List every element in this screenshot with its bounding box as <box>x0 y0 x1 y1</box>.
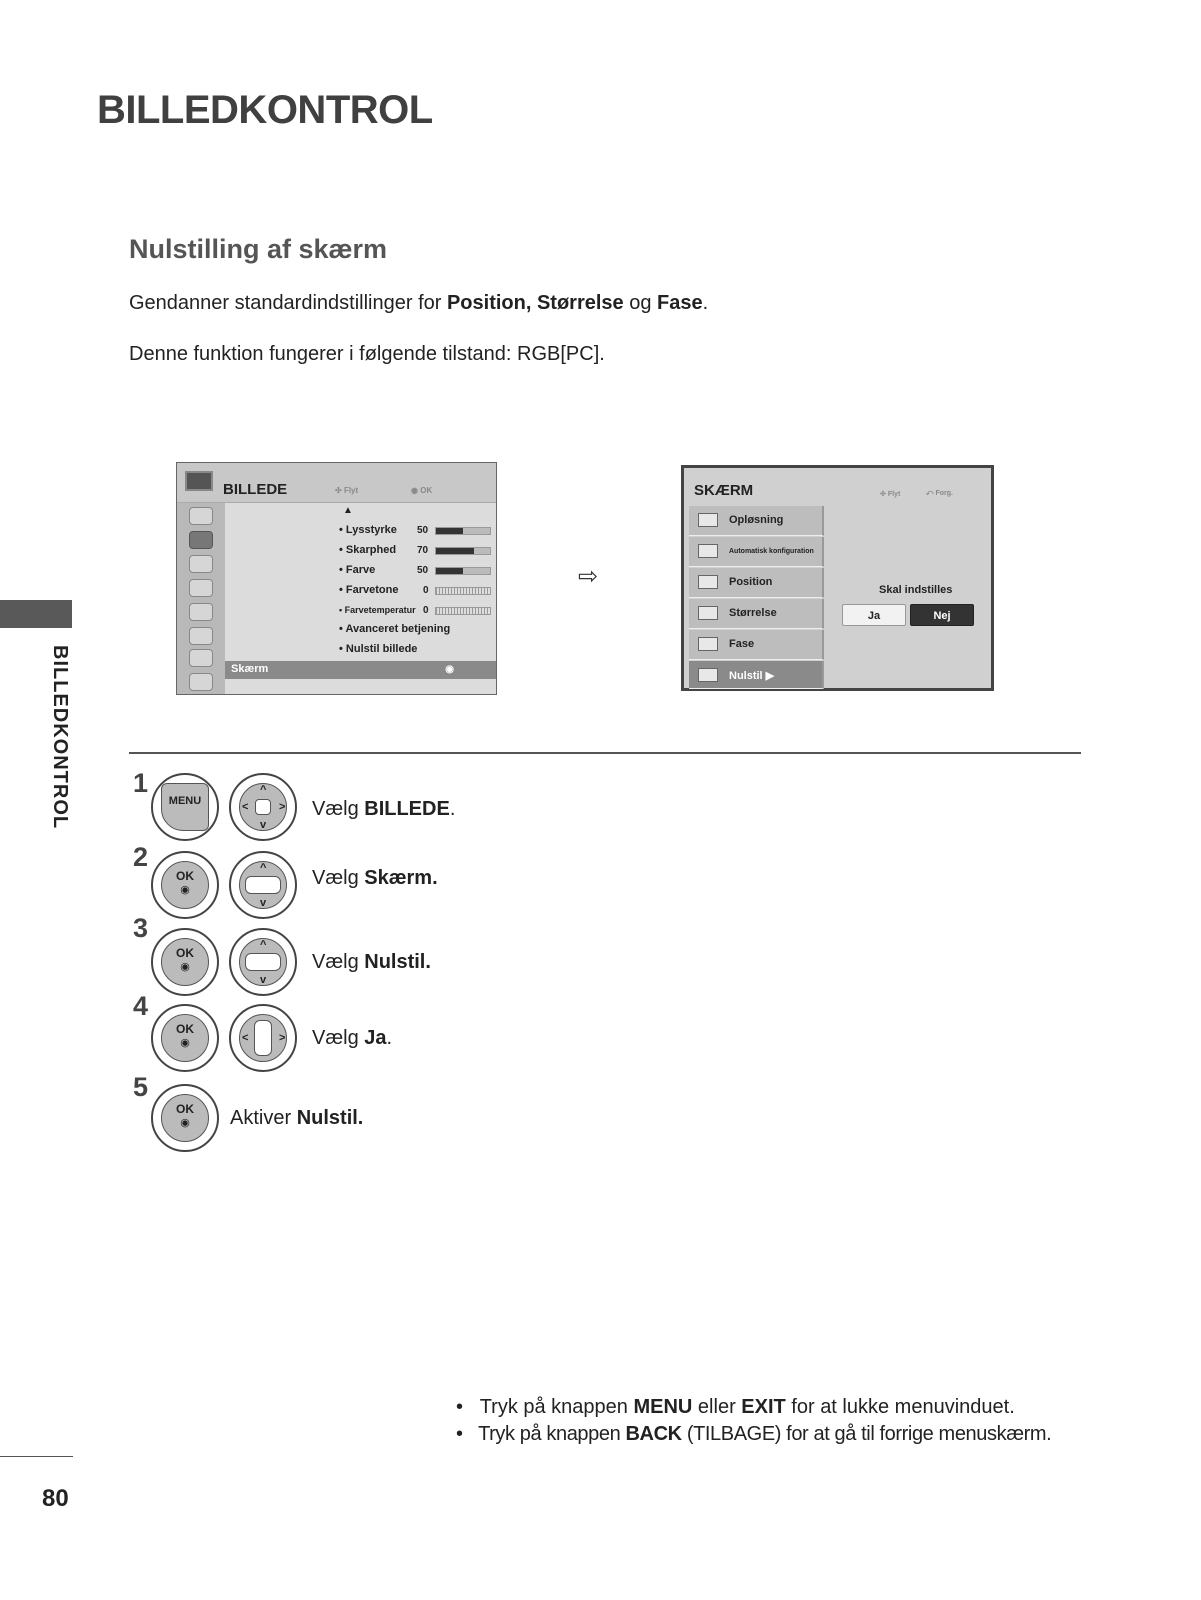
confirm-prompt: Skal indstilles <box>879 584 953 596</box>
level-fill <box>436 528 463 534</box>
step-bold: Ja <box>364 1027 387 1049</box>
menu-item-phase <box>689 630 824 660</box>
note-bold: EXIT <box>741 1396 786 1418</box>
step-number: 2 <box>133 842 149 872</box>
level-bar <box>435 527 491 535</box>
menu-item-label: Nulstil ▶ <box>729 670 775 682</box>
chevron-up-icon: ^ <box>260 939 267 951</box>
section-divider <box>129 752 1081 754</box>
step-bold: Skærm. <box>364 867 438 889</box>
step-4-text <box>312 1027 392 1050</box>
move-hint-label: Flyt <box>887 491 901 498</box>
level-fill <box>436 568 463 574</box>
position-icon <box>698 575 718 589</box>
note-text: eller <box>692 1396 742 1418</box>
menu-item-label: Position <box>729 576 773 588</box>
side-tab-marker <box>0 600 72 628</box>
phase-icon <box>698 637 718 651</box>
note-bold: BACK <box>625 1423 682 1445</box>
ok-key-label: OK <box>176 1022 194 1036</box>
step-text: Vælg <box>312 1027 365 1049</box>
chevron-up-icon: ^ <box>260 862 267 874</box>
menu-item: • Avanceret betjening <box>339 623 451 635</box>
menu-item-label: Opløsning <box>729 514 784 526</box>
step-number: 3 <box>133 913 149 943</box>
menu-button <box>151 773 219 841</box>
menu-item-position <box>689 568 824 598</box>
time-icon <box>189 579 213 597</box>
navigation-pad-up-down <box>229 928 297 996</box>
menu-category-icons <box>177 503 225 694</box>
level-fill <box>436 548 474 554</box>
page-number: 80 <box>42 1485 69 1512</box>
menu-item-auto-config <box>689 537 824 567</box>
chevron-down-icon: v <box>260 819 267 831</box>
step-number: 4 <box>133 991 149 1021</box>
ok-dot-icon: ◉ <box>180 961 190 973</box>
menu-item: • Nulstil billede <box>339 643 418 655</box>
step-text: Vælg <box>312 951 365 973</box>
menu-item: • Farvetemperatur <box>339 605 416 615</box>
input-icon <box>189 649 213 667</box>
step-5-text <box>230 1107 363 1130</box>
selected-menu-item <box>225 661 496 679</box>
step-text: Vælg <box>312 798 365 820</box>
menu-item-reset <box>689 661 824 689</box>
menu-item: • Farvetone <box>339 584 399 596</box>
note-close-menu <box>456 1396 1015 1419</box>
chevron-down-icon: v <box>260 897 267 909</box>
level-bar <box>435 547 491 555</box>
menu-item: • Lysstyrke <box>339 524 397 536</box>
auto-config-icon <box>698 544 718 558</box>
navigation-pad <box>229 773 297 841</box>
ok-dot-icon: ◉ <box>180 884 190 896</box>
ok-hint-label: OK <box>420 486 433 495</box>
arrow-right-icon: ⇨ <box>578 563 599 590</box>
step-number: 5 <box>133 1072 149 1102</box>
navigation-pad-up-down <box>229 851 297 919</box>
menu-item-label: Fase <box>729 638 755 650</box>
usb-icon <box>189 673 213 691</box>
ok-button <box>151 1084 219 1152</box>
note-back <box>456 1423 1051 1446</box>
menu-item-value: 0 <box>423 605 429 616</box>
step-bold: Nulstil. <box>364 951 431 973</box>
ok-button <box>151 1004 219 1072</box>
back-hint-label: Forg. <box>935 490 953 497</box>
ok-button <box>151 928 219 996</box>
ok-dot-icon: ◉ <box>180 1117 190 1129</box>
footer-rule <box>0 1456 73 1457</box>
step-bold: Nulstil. <box>296 1107 364 1129</box>
picture-icon <box>189 531 213 549</box>
nav-up-down-highlight <box>245 876 281 894</box>
chevron-right-icon: > <box>279 801 286 813</box>
menu-item: • Farve <box>339 564 376 576</box>
menu-item-value: 0 <box>423 585 429 596</box>
move-arrows-icon: ✣ <box>880 491 886 498</box>
nav-up-down-highlight <box>245 953 281 971</box>
menu-header <box>177 463 496 503</box>
menu-title: BILLEDE <box>223 481 288 498</box>
move-arrows-icon: ✣ <box>335 486 342 495</box>
intro-bold: Fase <box>657 292 703 314</box>
note-text: (TILBAGE) for at gå til forrige menuskærm. <box>681 1423 1052 1445</box>
picture-wizard-icon <box>189 507 213 525</box>
ok-key-label: OK <box>176 869 194 883</box>
chevron-right-icon: > <box>279 1032 286 1044</box>
step-3-text <box>312 951 431 974</box>
navigation-pad-left-right <box>229 1004 297 1072</box>
move-hint <box>335 486 358 495</box>
level-bar <box>435 567 491 575</box>
intro-text: Gendanner standardindstillinger for <box>129 292 447 314</box>
chevron-up-icon: ^ <box>260 784 267 796</box>
step-text: . <box>386 1027 393 1049</box>
nav-left-right-highlight <box>254 1020 272 1056</box>
menu-key <box>161 783 209 831</box>
menu-item-label: Størrelse <box>729 607 777 619</box>
intro-paragraph-1 <box>129 292 708 315</box>
ok-circle-icon: ◉ <box>411 486 418 495</box>
step-text: Aktiver <box>230 1107 297 1129</box>
billede-menu-screenshot <box>176 462 497 695</box>
menu-item-value: 50 <box>417 565 429 576</box>
intro-bold: Position, Størrelse <box>446 292 624 314</box>
note-text: Tryk på knappen <box>479 1396 634 1418</box>
menu-item: • Skarphed <box>339 544 397 556</box>
nav-center <box>255 799 271 815</box>
tint-bar <box>435 587 491 595</box>
bullet: • <box>456 1423 463 1445</box>
ok-key-label: OK <box>176 1102 194 1116</box>
menu-item-value: 70 <box>417 545 429 556</box>
temperature-bar <box>435 607 491 615</box>
no-button: Nej <box>910 604 974 626</box>
menu-item-resolution <box>689 506 824 536</box>
move-hint <box>880 490 900 498</box>
note-text: for at lukke menuvinduet. <box>785 1396 1015 1418</box>
selected-label: Skærm <box>231 663 269 675</box>
ok-dot-icon: ◉ <box>180 1037 190 1049</box>
note-bold: MENU <box>633 1396 693 1418</box>
step-number: 1 <box>133 768 149 798</box>
chevron-down-icon: v <box>260 974 267 986</box>
note-text: Tryk på knappen <box>478 1423 626 1445</box>
yes-button: Ja <box>842 604 906 626</box>
tv-icon <box>185 471 213 491</box>
step-bold: BILLEDE <box>364 798 450 820</box>
option-icon <box>189 603 213 621</box>
move-hint-label: Flyt <box>343 486 359 495</box>
intro-paragraph-2: Denne funktion fungerer i følgende tilstand: RGB[PC]. <box>129 343 605 365</box>
intro-text: og <box>623 292 658 314</box>
scroll-up-arrow: ▲ <box>343 505 353 516</box>
chevron-left-icon: < <box>242 1032 249 1044</box>
lock-icon <box>189 627 213 645</box>
side-section-label: BILLEDKONTROL <box>49 645 71 830</box>
intro-text: . <box>702 292 709 314</box>
menu-item-label: Automatisk konfiguration <box>729 548 814 555</box>
size-icon <box>698 606 718 620</box>
menu-title: SKÆRM <box>694 482 754 499</box>
reset-icon <box>698 668 718 682</box>
step-2-text <box>312 867 438 890</box>
menu-item-size <box>689 599 824 629</box>
ok-hint <box>411 486 432 495</box>
step-text: Vælg <box>312 867 365 889</box>
step-text: . <box>449 798 456 820</box>
step-1-text <box>312 798 455 821</box>
ok-key-label: OK <box>176 946 194 960</box>
ok-dot-icon: ◉ <box>445 664 454 675</box>
section-title: Nulstilling af skærm <box>129 234 388 264</box>
page-title: BILLEDKONTROL <box>97 88 433 132</box>
back-hint <box>926 490 953 498</box>
back-icon: ⤺ <box>926 490 934 497</box>
menu-key-label: MENU <box>168 795 202 807</box>
bullet: • <box>456 1396 464 1418</box>
skaerm-menu-screenshot <box>681 465 994 691</box>
chevron-left-icon: < <box>242 801 249 813</box>
ok-button <box>151 851 219 919</box>
menu-item-value: 50 <box>417 525 429 536</box>
audio-icon <box>189 555 213 573</box>
resolution-icon <box>698 513 718 527</box>
